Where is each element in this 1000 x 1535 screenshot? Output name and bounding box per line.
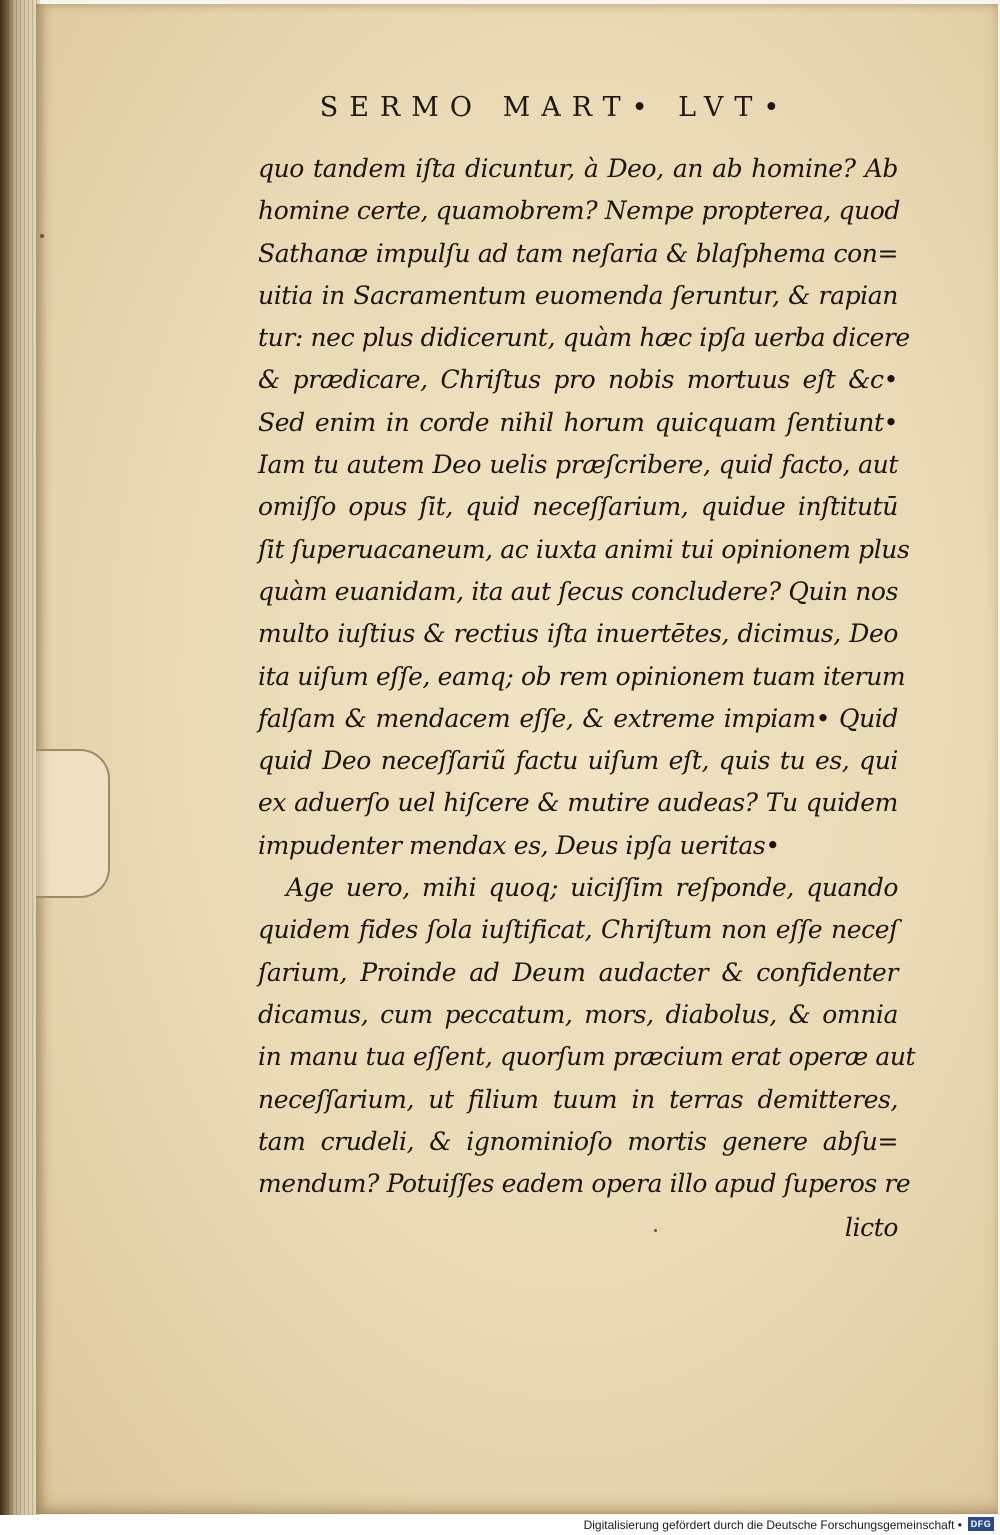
text-line: tur: nec plus didicerunt, quàm hæc ipſa uerba dicere: [258, 323, 910, 353]
text-line: Iam tu autem Deo uelis præſcribere, quid facto, aut: [258, 450, 898, 480]
catchword: licto: [844, 1213, 898, 1243]
text-line: homine certe, quamobrem? Nempe propterea, quod: [258, 196, 901, 226]
text-line: ſarium, Proinde ad Deum audacter & confidenter: [258, 957, 898, 987]
page-stack-edge: [8, 0, 38, 1515]
text-line: Age uero, mihi quoq; uiciſſim reſponde, quando: [286, 873, 898, 903]
running-head: SERMO MART• LVT•: [319, 92, 791, 123]
text-line: ſit ſuperuacaneum, ac iuxta animi tui opinionem plus: [258, 534, 910, 564]
text-line: quid Deo neceſſariũ factu uiſum eſt, quis tu es, qui: [258, 746, 898, 776]
text-line: Sed enim in corde nihil horum quicquam ſentiunt•: [258, 407, 898, 437]
text-line: mendum? Potuiſſes eadem opera illo apud ſuperos re: [258, 1169, 911, 1199]
text-line: multo iuſtius & rectius iſta inuertētes, dicimus, Deo: [258, 619, 898, 649]
text-line: Sathanæ impulſu ad tam neſaria & blaſphema con=: [258, 238, 898, 268]
text-line: in manu tua eſſent, quorſum præcium erat operæ aut: [258, 1042, 916, 1072]
text-line: quàm euanidam, ita aut ſecus concludere? Quin nos: [258, 576, 898, 606]
text-line: neceſſarium, ut filium tuum in terras demitteres,: [258, 1084, 898, 1114]
text-line: ex aduerſo uel hiſcere & mutire audeas? Tu quidem: [258, 788, 898, 818]
text-line: ita uiſum eſſe, eamq; ob rem opinionem tuam iterum: [258, 661, 906, 691]
ink-speck: [40, 234, 44, 238]
text-line: & prædicare, Chriſtus pro nobis mortuus eſt &c•: [258, 365, 898, 395]
text-line: omiſſo opus ſit, quid neceſſarium, quidue inſtitutū: [258, 492, 898, 522]
body-text: [258, 148, 916, 1250]
text-line: falſam & mendacem eſſe, & extreme impiam• Quid: [258, 703, 898, 733]
text-line: quo tandem iſta dicuntur, à Deo, an ab homine? Ab: [258, 154, 898, 183]
text-line: quidem fides ſola iuſtificat, Chriſtum non eſſe neceſ: [258, 915, 898, 945]
text-line: uitia in Sacramentum euomenda ſeruntur, & rapian: [258, 280, 898, 310]
dfg-logo-icon: DFG: [968, 1517, 994, 1531]
text-line: dicamus, cum peccatum, mors, diabolus, & omnia: [258, 999, 898, 1029]
funding-credit: Digitalisierung gefördert durch die Deutsche Forschungsgemeinschaft •: [583, 1518, 962, 1532]
text-line: tam crudeli, & ignominioſo mortis genere abſu=: [258, 1126, 898, 1156]
text-line: impudenter mendax es, Deus ipſa ueritas•: [258, 830, 780, 860]
page-clip-mark: [36, 749, 110, 898]
